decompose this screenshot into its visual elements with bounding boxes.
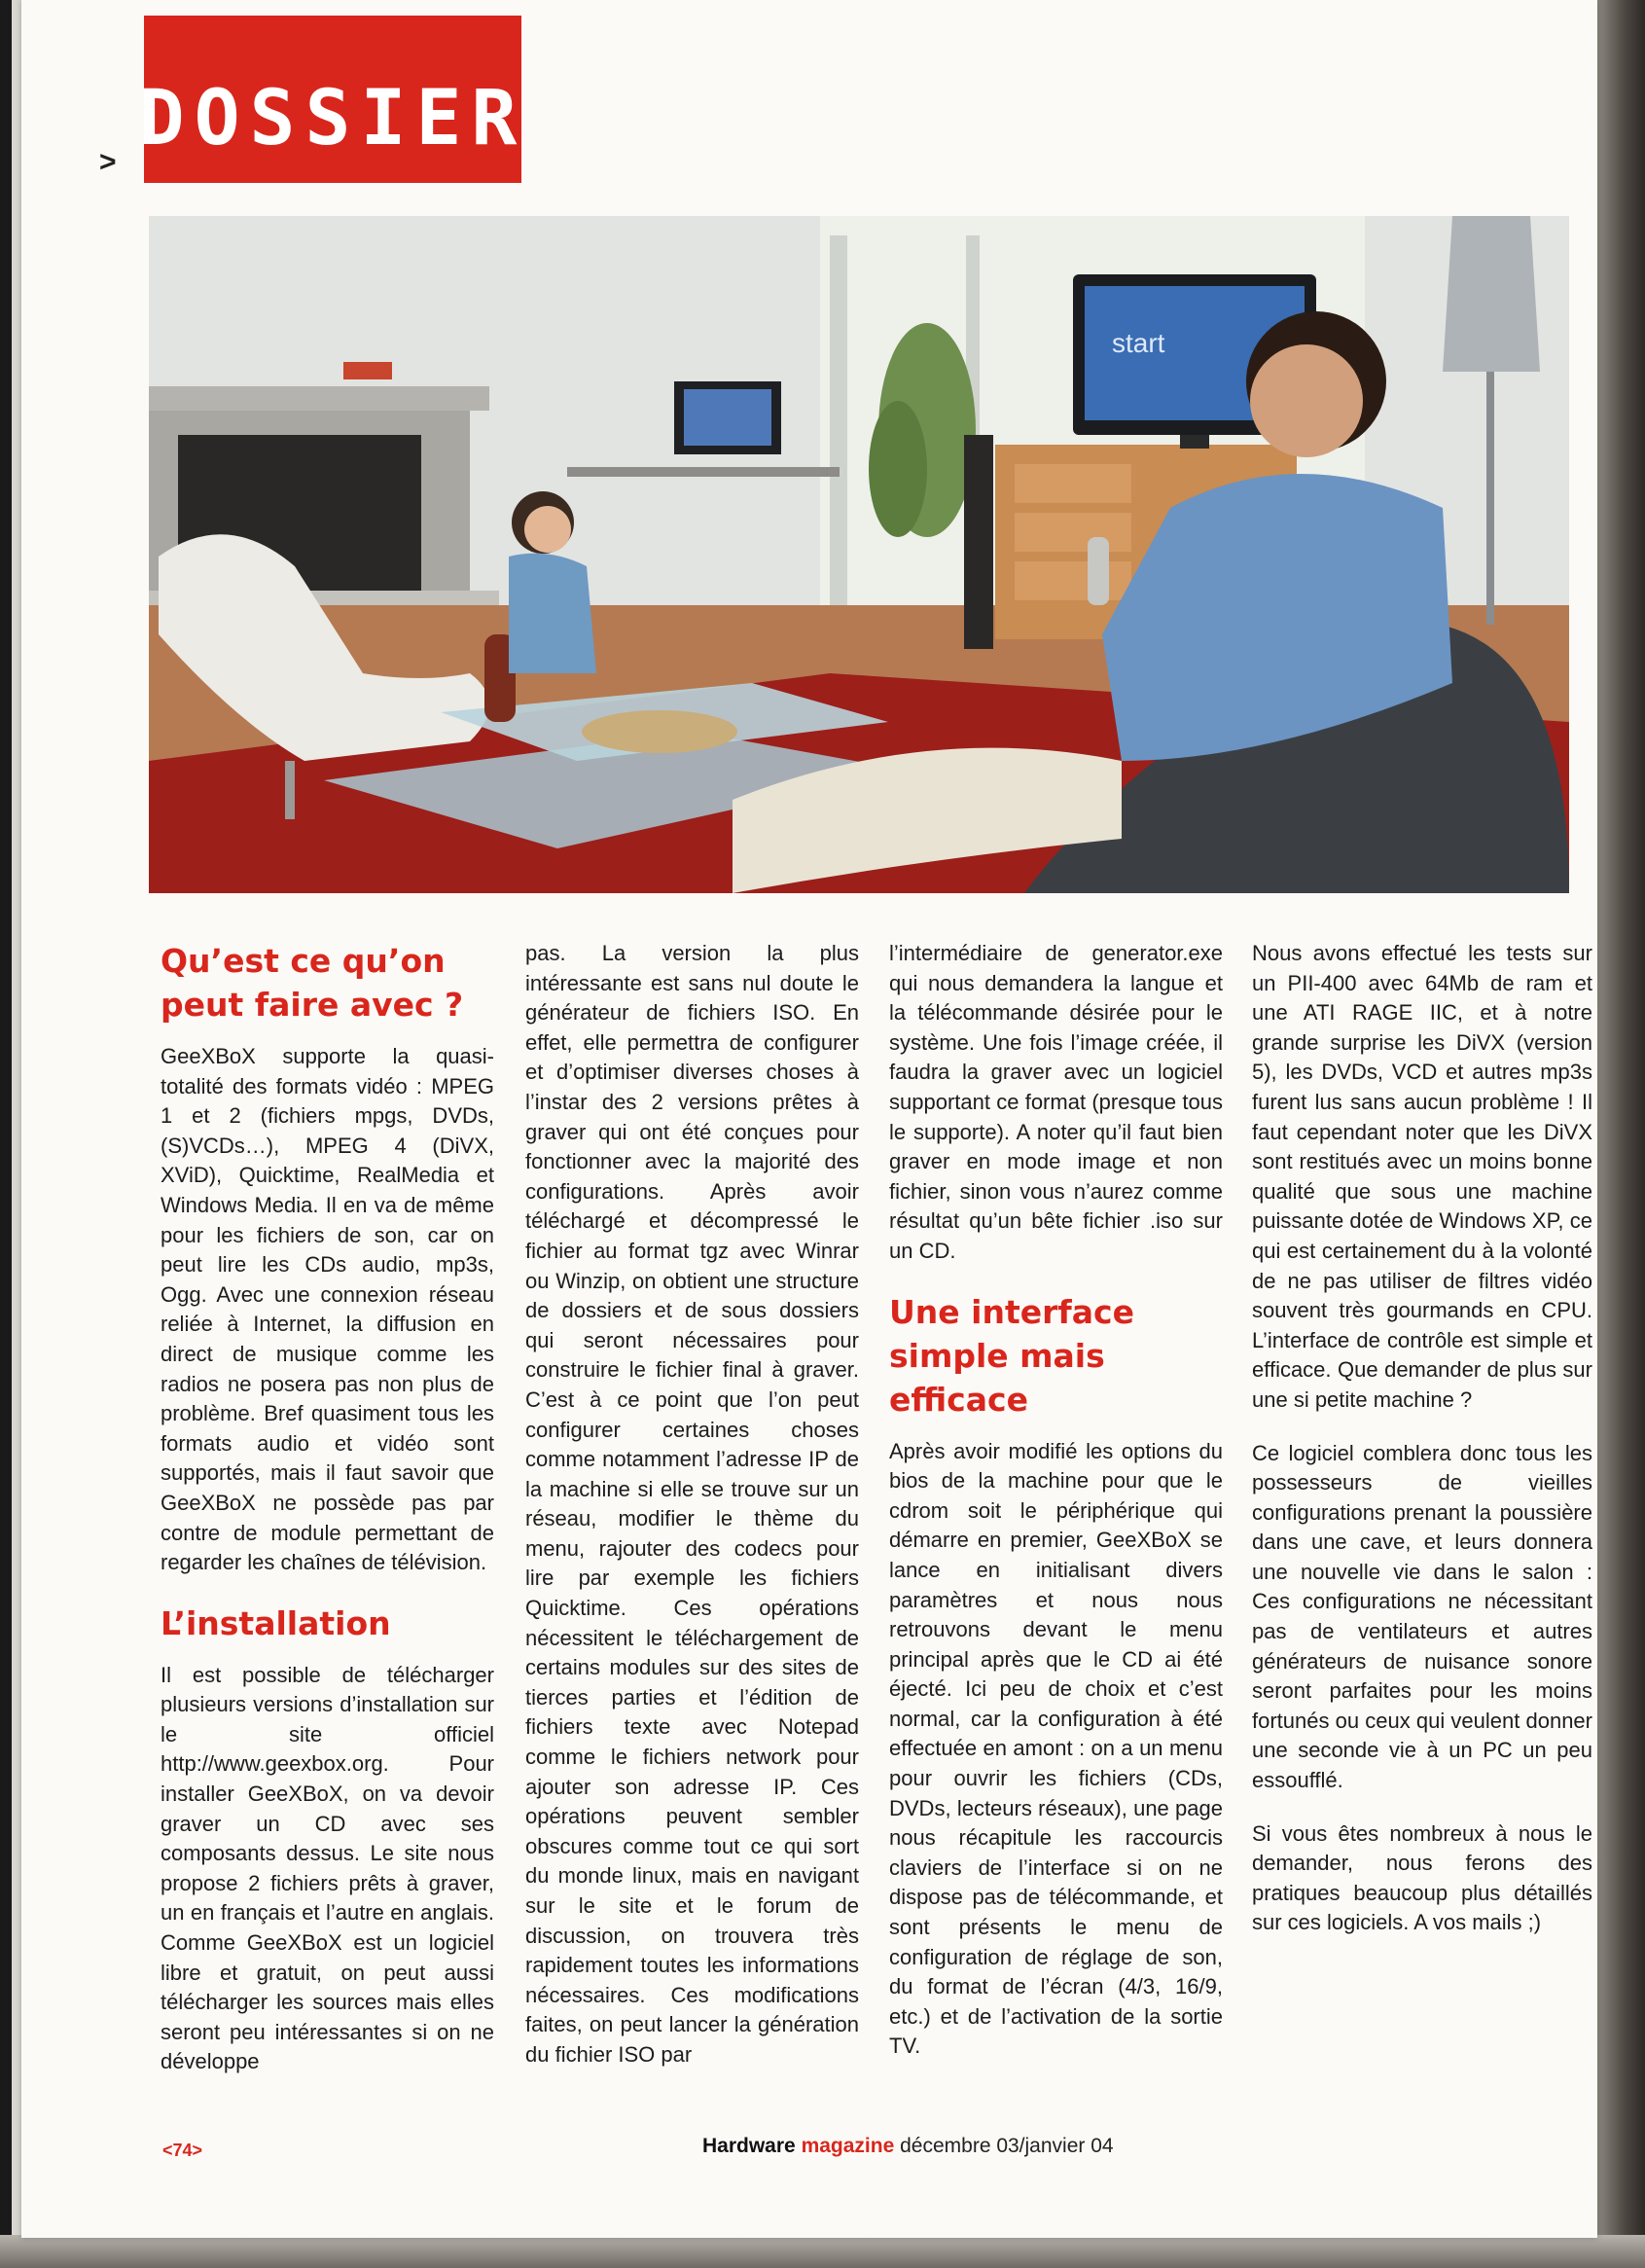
paragraph-generator-exe: l’intermédiaire de generator.exe qui nous demandera la langue et la télécommande désirée pour le système. Une fois l’image créée, il faudra la graver avec un logiciel supportant ce format (presque tous le supporte). A noter qu’il faut bien graver en mode image et non fichier, sinon vous n’aurez comme résultat qu’un bête fichier .iso sur un CD.: [889, 941, 1223, 1263]
dossier-label: DOSSIER: [138, 75, 527, 162]
dossier-banner: [138, 16, 527, 183]
tv-screen-text: start: [1112, 328, 1165, 358]
right-edge-strip: [1596, 0, 1645, 2268]
text-column-3: [889, 939, 1223, 2085]
paragraph-boot-menu: Après avoir modifié les options du bios de la machine pour que le cdrom soit le périphérique qui démarre en premier, GeeXBoX se lance en initialisant divers paramètres et nous nous retrouvons devant le menu principal après que le CD ai été éjecté. Ici peu de choix et c’est normal, car la configuration à été effectuée en amont : on a un menu pour ouvrir les fichiers (CDs, DVDs, lecteurs réseaux), une page nous récapitule les raccourcis claviers de l’interface si on ne dispose pas de télécommande, et sont présents le menu de configuration de réglage de son, du format de l’écran (4/3, 16/9, etc.) et de l’activation de la sortie TV.: [889, 1438, 1223, 2059]
left-edge-bar: [0, 0, 12, 2268]
heading-what-can-it-do: Qu’est ce qu’on peut faire avec ?: [161, 942, 464, 1024]
issue-date: décembre 03/janvier 04: [900, 2135, 1114, 2157]
living-room-photo: [149, 216, 1569, 893]
magazine-footer: [702, 2135, 1114, 2158]
brand-hardware: Hardware: [702, 2135, 796, 2157]
paragraph-iso-generator: pas. La version la plus intéressante est sans nul doute le générateur de fichiers ISO. En effet, elle permettra de configurer et d’optimiser diverses choses à l’instar des 2 versions prêtes à graver qui ont été conçues pour fonctionner avec la majorité des configurations. Après avoir téléchargé et décompressé le fichier au format tgz avec Winrar ou Winzip, on obtient une structure de dossiers et de sous dossiers qui seront nécessaires pour construire le fichier final à graver. C’est à ce point que l’on peut configurer certaines choses comme notamment l’adresse IP de la machine si elle se trouve sur un réseau, modifier le thème du menu, rajouter des codecs pour lire par exemple les fichiers Quicktime. Ces opérations nécessitent le téléchargement de certains modules sur des sites de tierces parties et l’édition de fichiers texte avec Notepad comme le fichiers network pour ajouter son adresse IP. Ces opérations peuvent sembler obscures comme tout ce qui sort du monde linux, mais en navigant sur le site et le forum de discussion, on trouvera très rapidement toutes les informations nécessaires. Ces modifications faites, on peut lancer la génération du fichier ISO par: [525, 941, 859, 2067]
text-column-2: [525, 939, 859, 2094]
paragraph-installation: Il est possible de télécharger plusieurs versions d’installation sur le site officiel http://www.geexbox.org. Pour installer GeeXBoX, on va devoir graver un CD avec ses composants dessus. Le site nous propose 2 fichiers prêts à graver, un en français et l’autre en anglais. Comme GeeXBoX est un logiciel libre et gratuit, on peut aussi télécharger les sources mais elles seront peu intéressantes si on ne développe: [161, 1662, 494, 2074]
paragraph-closing: Si vous êtes nombreux à nous le demander, nous ferons des pratiques beaucoup plus détaillés sur ces logiciels. A vos mails ;): [1252, 1820, 1592, 1935]
paragraph-old-configs: Ce logiciel comblera donc tous les possesseurs de vieilles configurations prenant la poussière dans une cave, et leurs donnera une nouvelle vie dans le salon : Ces configurations ne nécessitant pas de ventilateurs et autres générateurs de nuisance sonore seront parfaites pour les moins fortunés ou ceux qui veulent donner une seconde vie à un PC un peu essoufflé.: [1252, 1440, 1592, 1793]
brand-magazine: magazine: [801, 2135, 895, 2157]
text-column-1: [161, 939, 494, 2101]
heading-installation: L’installation: [161, 1603, 391, 1642]
paragraph-formats: GeeXBoX supporte la quasi-totalité des formats vidéo : MPEG 1 et 2 (fichiers mpgs, DVDs, (S)VCDs…), MPEG 4 (DiVX, XViD), Quicktime, RealMedia et Windows Media. Il en va de même pour les fichiers de son, car on peut lire les CDs audio, mp3s, Ogg. Avec une connexion réseau reliée à Internet, la diffusion en direct de musique comme les radios ne posera pas non plus de problème. Bref quasiment tous les formats audio et vidéo sont supportés, mais il faut savoir que GeeXBoX ne possède pas par contre de module permettant de regarder les chaînes de télévision.: [161, 1044, 494, 1575]
heading-simple-interface: Une interface simple mais efficace: [889, 1292, 1134, 1419]
section-arrow: >: [99, 146, 117, 178]
page-number: <74>: [162, 2141, 203, 2160]
text-column-4: [1252, 939, 1592, 1962]
bottom-edge-strip: [0, 2235, 1645, 2268]
paragraph-tests: Nous avons effectué les tests sur un PII-400 avec 64Mb de ram et une ATI RAGE IIC, et à notre grande surprise les DiVX (version 5), les DVDs, VCD et autres mp3s furent lus sans aucun problème ! Il faut cependant noter que les DiVX sont restitués avec un moins bonne qualité que sous une machine puissante dotée de Windows XP, ce qui est certainement du à la volonté de ne pas utiliser de filtres vidéo souvent très gourmands en CPU. L’interface de contrôle est simple et efficace. Que demander de plus sur une si petite machine ?: [1252, 941, 1592, 1412]
magazine-page: [21, 0, 1597, 2238]
